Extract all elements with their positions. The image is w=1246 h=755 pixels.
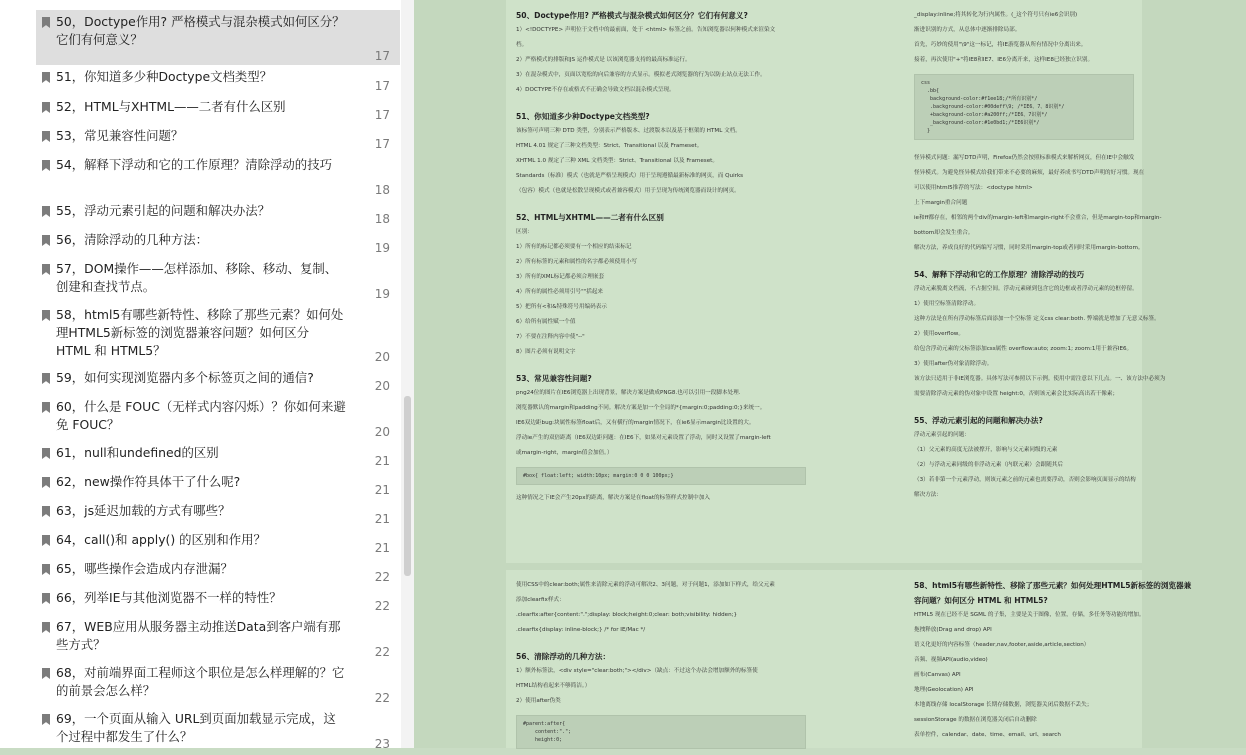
- text-line: 这种方法是在所有浮动标签后面添加一个空标签 定义css clear:both. 弊端就是增加了无意义标签。: [914, 316, 1160, 322]
- outline-item-page-number: 20: [374, 425, 390, 439]
- text-line: 拖拽释放(Drag and drop) API: [914, 627, 992, 633]
- text-line: 7）不要在注释内容中使"--": [516, 334, 585, 340]
- bookmark-icon: [42, 264, 50, 275]
- outline-item[interactable]: [36, 124, 400, 153]
- outline-item-label: 61，null和undefined的区别: [56, 445, 219, 460]
- outline-item-label: 53，常见兼容性问题？: [56, 128, 184, 143]
- outline-item-page-number: 22: [374, 691, 390, 705]
- page-top: [506, 0, 1166, 563]
- outline-item[interactable]: [36, 470, 400, 499]
- section-heading: 58、html5有哪些新特性、移除了那些元素？如何处理HTML5新标签的浏览器兼: [914, 581, 1192, 590]
- outline-item[interactable]: [36, 257, 400, 303]
- bookmark-icon: [42, 206, 50, 217]
- text-line: 上下margin重合问题: [914, 200, 968, 206]
- bookmark-icon: [42, 448, 50, 459]
- text-line: 或margin-right，margin值会加倍。）: [516, 450, 613, 456]
- outline-item-label: 51，你知道多少种Doctype文档类型？: [56, 69, 273, 84]
- outline-item[interactable]: [36, 441, 400, 470]
- outline-item[interactable]: [36, 65, 400, 95]
- outline-item-page-number: 21: [374, 512, 390, 526]
- bookmark-icon: [42, 506, 50, 517]
- bookmark-icon: [42, 373, 50, 384]
- text-line: 怪异模式。为避免怪异模式给我们带来不必要的麻烦，最好养成书写DTD声明的好习惯。现在: [914, 170, 1145, 176]
- text-line: （2）与浮动元素同级的非浮动元素（内联元素）会跟随其后: [914, 462, 1063, 468]
- bookmark-icon: [42, 160, 50, 171]
- bookmark-icon: [42, 17, 50, 28]
- text-line: 首先，巧妙的使用"\9"这一标记，将IE游览器从所有情况中分离出来。: [914, 42, 1087, 48]
- text-line: 区别：: [516, 229, 533, 235]
- text-line: （包容）模式（也就是松散呈现模式或者兼容模式）用于呈现为传统浏览器而设计的网页。: [516, 188, 740, 194]
- text-line: 1）<!DOCTYPE> 声明位于文档中的最前面，处于 <html> 标签之前。告知浏览器以何种模式来渲染文: [516, 27, 776, 33]
- outline-item-page-number: 17: [374, 49, 390, 63]
- outline-item-page-number: 18: [374, 212, 390, 226]
- outline-item-page-number: 21: [374, 483, 390, 497]
- outline-item[interactable]: [36, 528, 400, 557]
- text-line: .clearfix{display: inline-block;} /* for IE/Mac */: [516, 627, 646, 633]
- text-line: 5）把所有<和&特殊符号用编码表示: [516, 304, 607, 310]
- outline-item-label: 63，js延迟加载的方式有哪些？: [56, 503, 231, 518]
- bookmark-icon: [42, 535, 50, 546]
- text-line: 浮动元素引起的问题：: [914, 432, 970, 438]
- text-line: 3）使用after伪对象清除浮动。: [914, 361, 993, 367]
- outline-scrollbar-track[interactable]: [401, 0, 414, 748]
- column-right: [914, 8, 1166, 503]
- outline-item[interactable]: [36, 499, 400, 528]
- text-line: 档。: [516, 42, 528, 48]
- outline-scrollbar-thumb[interactable]: [404, 396, 411, 576]
- bookmark-icon: [42, 310, 50, 321]
- outline-item[interactable]: [36, 615, 400, 661]
- text-line: sessionStorage 的数据在浏览器关闭后自动删除: [914, 717, 1037, 723]
- outline-item-label: 67，WEB应用从服务器主动推送Data到客户端有那些方式？: [56, 619, 341, 652]
- outline-item-page-number: 18: [374, 183, 390, 197]
- section-heading: 51、你知道多少种Doctype文档类型?: [516, 112, 650, 121]
- text-line: 这种情况之下IE会产生20px的距离，解决方案是在float的标签样式控制中加入: [516, 495, 710, 501]
- outline-item-page-number: 20: [374, 379, 390, 393]
- text-line: 添加clearfix样式：: [516, 597, 565, 603]
- text-line: 2）严格模式的排版和JS 运作模式是 以该浏览器支持的最高标准运行。: [516, 57, 691, 63]
- outline-item[interactable]: [36, 557, 400, 586]
- outline-item[interactable]: [36, 661, 400, 707]
- bookmark-icon: [42, 235, 50, 246]
- text-line: 语义化更好的内容标签（header,nav,footer,aside,article,section）: [914, 642, 1090, 648]
- outline-item-page-number: 17: [374, 137, 390, 151]
- outline-item-label: 66，列举IE与其他浏览器不一样的特性？: [56, 590, 282, 605]
- text-line: 1）所有的标记都必须要有一个相应的结束标记: [516, 244, 632, 250]
- text-line: 表单控件，calendar、date、time、email、url、search: [914, 732, 1061, 738]
- outline-item-label: 60，什么是 FOUC（无样式内容闪烁）？你如何来避免 FOUC？: [56, 399, 346, 432]
- outline-item[interactable]: [36, 95, 400, 124]
- outline-item-page-number: 19: [374, 241, 390, 255]
- outline-item-page-number: 22: [374, 599, 390, 613]
- bookmark-icon: [42, 622, 50, 633]
- text-line: 画布(Canvas) API: [914, 672, 961, 678]
- text-line: （1）父元素的高度无法被撑开，影响与父元素同级的元素: [914, 447, 1058, 453]
- bookmark-icon: [42, 131, 50, 142]
- text-line: 该标签可声明三种 DTD 类型，分别表示严格版本、过渡版本以及基于框架的 HTML 文档。: [516, 128, 741, 134]
- text-line: 浮动元素脱离文档流，不占据空间。浮动元素碰到包含它的边框或者浮动元素的边框停留。: [914, 286, 1138, 292]
- outline-item-page-number: 21: [374, 454, 390, 468]
- text-line: IE6双边距bug:块属性标签float后，又有横行的margin情况下，在ie6显示margin比设置的大。: [516, 420, 755, 426]
- text-line: 2）使用after伪类: [516, 698, 561, 704]
- outline-item[interactable]: [36, 395, 400, 441]
- text-line: 4）DOCTYPE不存在或格式不正确会导致文档以混杂模式呈现。: [516, 87, 675, 93]
- outline-item-page-number: 23: [374, 737, 390, 751]
- outline-item[interactable]: [36, 10, 400, 65]
- outline-item-page-number: 21: [374, 541, 390, 555]
- text-line: _display:inline;将其转化为行内属性。(_这个符号只有ie6会识别): [914, 12, 1078, 18]
- outline-item-label: 54，解释下浮动和它的工作原理？清除浮动的技巧: [56, 157, 332, 172]
- text-line: 1）额外标签法，<div style="clear:both;"></div>（缺点：不过这个办法会增加额外的标签使: [516, 668, 758, 674]
- text-line: 8）图片必须有说明文字: [516, 349, 576, 355]
- section-heading: 容问题？如何区分 HTML 和 HTML5?: [914, 596, 1048, 605]
- section-heading: 52、HTML与XHTML——二者有什么区别: [516, 213, 664, 222]
- text-line: 3）所有的XML标记都必须合理嵌套: [516, 274, 605, 280]
- text-line: 2）使用overflow。: [914, 331, 964, 337]
- text-line: 音频、视频API(audio,video): [914, 657, 988, 663]
- text-line: 2）所有标签的元素和属性的名字都必须使用小写: [516, 259, 638, 265]
- outline-item-label: 58，html5有哪些新特性、移除了那些元素？如何处理HTML5新标签的浏览器兼容问题？如何区分 HTML 和 HTML5？: [56, 307, 344, 358]
- outline-item[interactable]: [36, 228, 400, 257]
- text-line: 怪异模式问题：漏写DTD声明，Firefox仍然会按照标准模式来解析网页，但在IE中会触发: [914, 155, 1135, 161]
- outline-item[interactable]: [36, 586, 400, 615]
- text-line: 浮动ie产生的双倍距离（IE6双边距问题：在IE6下，如果对元素设置了浮动，同时又设置了margin-left: [516, 435, 771, 441]
- outline-item-label: 69，一个页面从输入 URL到页面加载显示完成，这个过程中都发生了什么？: [56, 711, 336, 744]
- text-line: 6）给所有属性赋一个值: [516, 319, 576, 325]
- outline-item-label: 68，对前端界面工程师这个职位是怎么样理解的？它的前景会怎么样？: [56, 665, 345, 698]
- text-line: 可以使用html5推荐的写法：<doctype html>: [914, 185, 1033, 191]
- page-bottom: [506, 570, 1192, 748]
- text-line: Standards（标准）模式（也就是严格呈现模式）用于呈现遵循最新标准的网页，而 Quirks: [516, 173, 744, 179]
- outline-item-page-number: 17: [374, 79, 390, 93]
- text-line: HTML结构看起来不够简洁。）: [516, 683, 591, 689]
- column-left: [516, 578, 806, 755]
- bookmark-icon: [42, 564, 50, 575]
- outline-item[interactable]: [36, 303, 400, 366]
- code-block: #parent:after{ content:"."; height:0;: [516, 715, 806, 749]
- column-right: [914, 578, 1192, 743]
- outline-item-label: 59，如何实现浏览器内多个标签页之间的通信?: [56, 370, 314, 385]
- outline-panel: [0, 0, 414, 751]
- bookmark-icon: [42, 72, 50, 83]
- section-heading: 54、解释下浮动和它的工作原理？清除浮动的技巧: [914, 270, 1085, 279]
- code-block: #box{ float:left; width:10px; margin:0 0 0 100px;}: [516, 467, 806, 485]
- column-left: [516, 8, 806, 506]
- outline-item-page-number: 19: [374, 287, 390, 301]
- outline-item-page-number: 20: [374, 350, 390, 364]
- outline-item[interactable]: [36, 199, 400, 228]
- section-heading: 53、常见兼容性问题?: [516, 374, 592, 383]
- text-line: 地理(Geolocation) API: [914, 687, 974, 693]
- outline-item-label: 55，浮动元素引起的问题和解决办法？: [56, 203, 271, 218]
- text-line: 解决方法，养成良好的代码编写习惯，同时采用margin-top或者同时采用margin-bottom。: [914, 245, 1144, 251]
- text-line: 浏览器默认的margin和padding不同。解决方案是加一个全局的*{margin:0;padding:0;}来统一。: [516, 405, 766, 411]
- text-line: XHTML 1.0 规定了三种 XML 文档类型：Strict、Transitional 以及 Frameset。: [516, 158, 718, 164]
- section-heading: 55、浮动元素引起的问题和解决办法?: [914, 416, 1043, 425]
- text-line: .clearfix:after{content:".";display: block;height:0;clear: both;visibility: hidden;}: [516, 612, 738, 618]
- text-line: 接着，再次使用"+"将IE8和IE7、IE6分离开来，这样IE8已经独立识别。: [914, 57, 1094, 63]
- code-block: css .bb{ background-color:#f1ee18;/*所有识别*/ .background-color:#00deff\9; /*IE6、7、8识别*/ +background-color:#a200ff;/*IE6、7识别*/ _background-color:#1e0bd1;/*IE6识别*/ }: [914, 74, 1134, 140]
- text-line: 需要清除浮动元素的伪对象中设置 height:0，否则该元素会比实际高出若干像素；: [914, 391, 1119, 397]
- outline-item-label: 56，清除浮动的几种方法：: [56, 232, 209, 247]
- outline-item-page-number: 17: [374, 108, 390, 122]
- outline-item-label: 57，DOM操作——怎样添加、移除、移动、复制、创建和查找节点。: [56, 261, 338, 294]
- text-line: bottom却会发生重合。: [914, 230, 974, 236]
- text-line: HTML5 现在已经不是 SGML 的子集，主要是关于图像，位置，存储，多任务等功能的增加。: [914, 612, 1145, 618]
- text-line: （3）若非第一个元素浮动，则该元素之前的元素也需要浮动，否则会影响页面显示的结构: [914, 477, 1136, 483]
- text-line: 该方法只适用于非IE浏览器。具体写法可参照以下示例。使用中需注意以下几点。一、该方法中必须为: [914, 376, 1166, 382]
- outline-item-label: 52，HTML与XHTML——二者有什么区别: [56, 99, 286, 114]
- text-line: 4）所有的属性必须用引号""括起来: [516, 289, 604, 295]
- outline-item-label: 65，哪些操作会造成内存泄漏？: [56, 561, 233, 576]
- outline-item[interactable]: [36, 153, 400, 199]
- text-line: 给包含浮动元素的父标签添加css属性 overflow:auto; zoom:1; zoom:1用于兼容IE6。: [914, 346, 1133, 352]
- text-line: 解决方法：: [914, 492, 942, 498]
- outline-item-label: 62，new操作符具体干了什么呢?: [56, 474, 241, 489]
- bookmark-icon: [42, 102, 50, 113]
- text-line: 使用CSS中的clear:both;属性来清除元素的浮动可解决2、3问题，对于问题1，添加如下样式，给父元素: [516, 582, 775, 588]
- text-line: 渐进识别的方式，从总体中逐渐排除局部。: [914, 27, 1021, 33]
- text-line: HTML 4.01 规定了三种文档类型：Strict、Transitional 以及 Frameset。: [516, 143, 703, 149]
- section-heading: 56、清除浮动的几种方法：: [516, 652, 611, 661]
- bookmark-icon: [42, 714, 50, 725]
- outline-item-label: 50，Doctype作用? 严格模式与混杂模式如何区分？它们有何意义？: [56, 14, 345, 47]
- outline-item-label: 64，call()和 apply() 的区别和作用？: [56, 532, 266, 547]
- text-line: 3）在混杂模式中，页面以宽松的向后兼容的方式显示。模拟老式浏览器的行为以防止站点无法工作。: [516, 72, 766, 78]
- bookmark-icon: [42, 593, 50, 604]
- outline-item-page-number: 22: [374, 570, 390, 584]
- outline-item[interactable]: [36, 366, 400, 395]
- text-line: png24位的图片在IE6浏览器上出现背景，解决方案是做成PNG8.也可以引用一段脚本处理.: [516, 390, 741, 396]
- bookmark-icon: [42, 477, 50, 488]
- section-heading: 50、Doctype作用? 严格模式与混杂模式如何区分？它们有何意义?: [516, 11, 748, 20]
- outline-item-page-number: 22: [374, 645, 390, 659]
- document-view[interactable]: [414, 0, 1246, 748]
- text-line: 本地离线存储 localStorage 长期存储数据，浏览器关闭后数据不丢失；: [914, 702, 1093, 708]
- text-line: ie和ff都存在，相邻的两个div的margin-left和margin-right不会重合，但是margin-top和margin-: [914, 215, 1162, 221]
- outline-item[interactable]: [36, 707, 400, 753]
- text-line: 1）使用空标签清除浮动。: [914, 301, 980, 307]
- bookmark-icon: [42, 402, 50, 413]
- bookmark-icon: [42, 668, 50, 679]
